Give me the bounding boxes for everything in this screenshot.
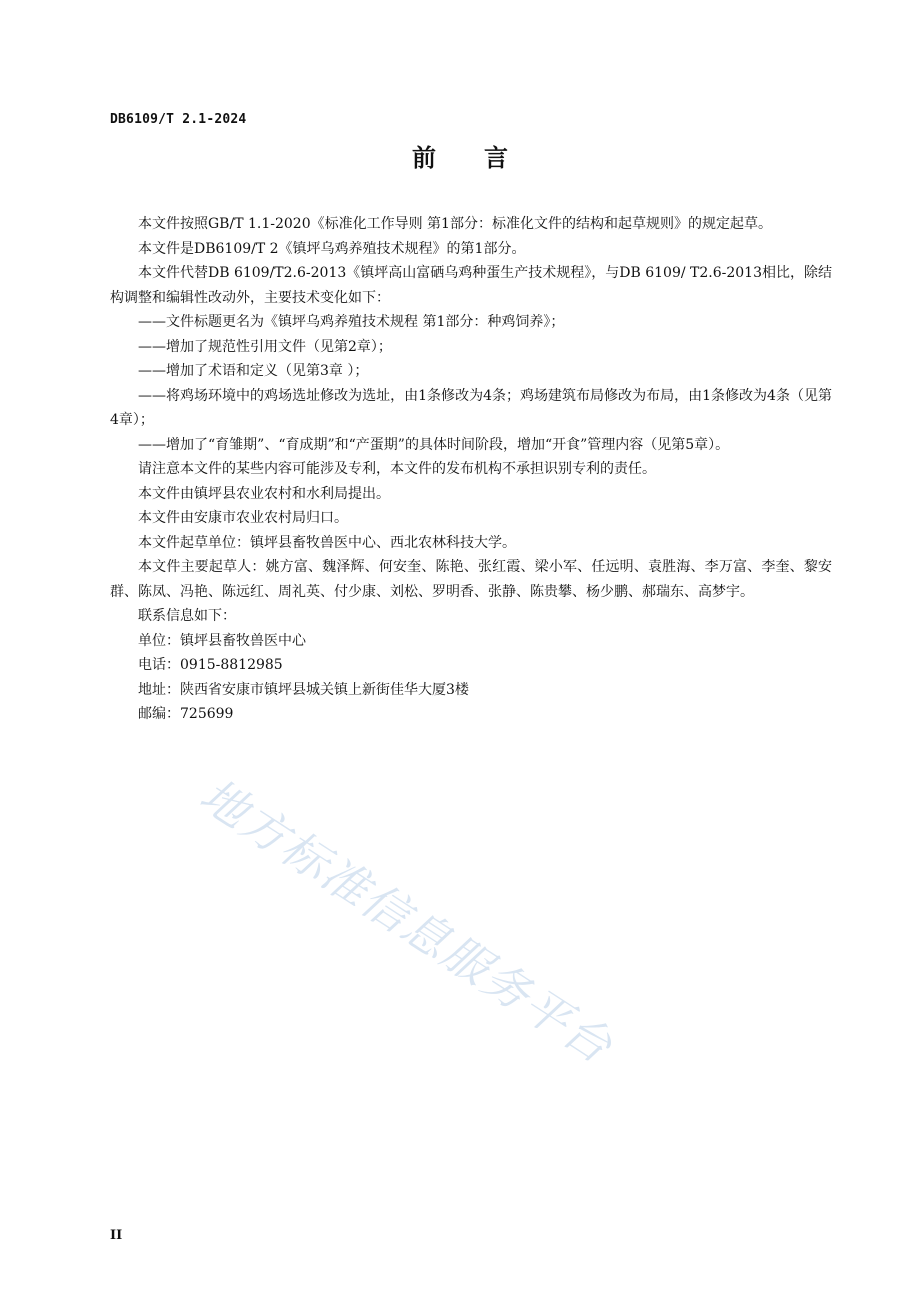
- paragraph-drafting-units: 本文件起草单位：镇坪县畜牧兽医中心、西北农林科技大学。: [138, 534, 516, 551]
- change-item-site-selection: ——将鸡场环境中的鸡场选址修改为选址，由1条修改为4条；鸡场建筑布局修改为布局，由1条修改为4条（见第4章）；: [110, 387, 832, 428]
- document-code: DB6109/T 2.1-2024: [110, 112, 247, 127]
- contact-heading: 联系信息如下：: [138, 608, 236, 624]
- change-item-terms: ——增加了术语和定义（见第3章 ）；: [138, 363, 369, 379]
- paragraph-drafting-rules: 本文件按照GB/T 1.1-2020《标准化工作导则 第1部分：标准化文件的结构和起草规则》的规定起草。: [138, 216, 772, 232]
- page-number: II: [110, 1228, 123, 1243]
- page-title: 前言: [412, 144, 556, 172]
- paragraph-part-of: 本文件是DB6109/T 2《镇坪乌鸡养殖技术规程》的第1部分。: [138, 240, 526, 257]
- change-item-growth-periods: ——增加了“育雏期”、“育成期”和“产蛋期”的具体时间阶段，增加“开食”管理内容（见第5章）。: [138, 436, 730, 453]
- paragraph-centralized-by: 本文件由安康市农业农村局归口。: [138, 510, 348, 526]
- paragraph-drafters: 本文件主要起草人：姚方富、魏泽辉、何安奎、陈艳、张红霞、梁小军、任远明、袁胜海、李万富、李奎、黎安群、陈凤、冯艳、陈远红、周礼英、付少康、刘松、罗明香、张静、陈贵攀、杨少鹏、郝瑞东、高梦宇。: [110, 559, 832, 600]
- foreword-body: [110, 212, 832, 727]
- paragraph-patent-notice: 请注意本文件的某些内容可能涉及专利，本文件的发布机构不承担识别专利的责任。: [138, 461, 656, 477]
- contact-address: 地址：陕西省安康市镇坪县城关镇上新街佳华大厦3楼: [138, 681, 469, 698]
- paragraph-replaces: 本文件代替DB 6109/T2.6-2013《镇坪高山富硒乌鸡种蛋生产技术规程》，与DB 6109/ T2.6-2013相比，除结构调整和编辑性改动外，主要技术变化如下：: [110, 265, 832, 306]
- paragraph-proposed-by: 本文件由镇坪县农业农村和水利局提出。: [138, 485, 390, 502]
- watermark: 地方标准信息服务平台: [190, 767, 623, 1075]
- change-item-normative-references: ——增加了规范性引用文件（见第2章）；: [138, 338, 392, 355]
- contact-phone: 电话：0915-8812985: [138, 657, 283, 673]
- contact-unit: 单位：镇坪县畜牧兽医中心: [138, 632, 306, 649]
- change-item-title: ——文件标题更名为《镇坪乌鸡养殖技术规程 第1部分：种鸡饲养》；: [138, 314, 565, 330]
- contact-postcode: 邮编：725699: [138, 706, 234, 722]
